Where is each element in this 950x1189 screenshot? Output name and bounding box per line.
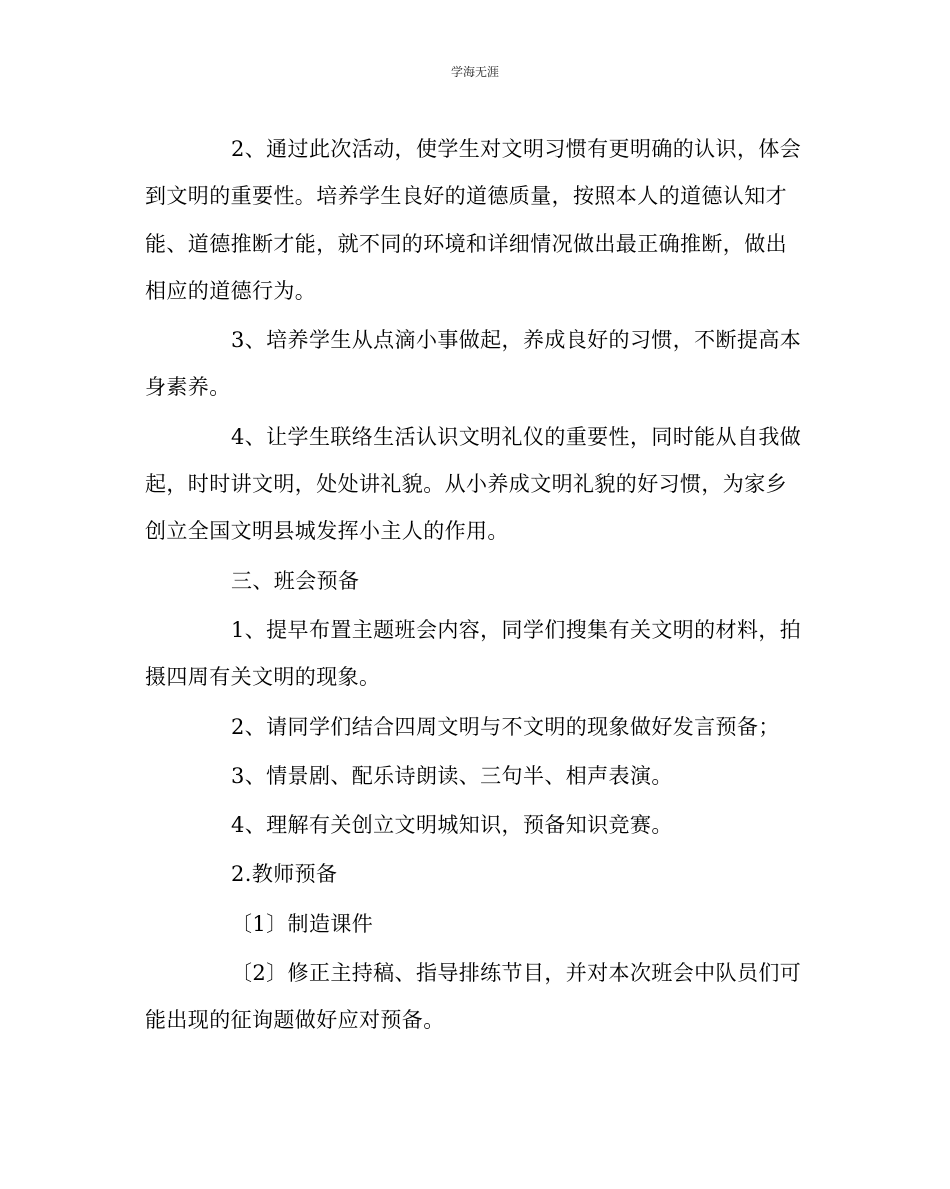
paragraph-teacher-1: 〔1〕制造课件 [231, 911, 374, 936]
paragraph-prep-3: 3、情景剧、配乐诗朗读、三句半、相声表演。 [231, 763, 673, 788]
paragraph-prep-2: 2、请同学们结合四周文明与不文明的现象做好发言预备； [231, 714, 780, 739]
paragraph-goal-4: 4、让学生联络生活认识文明礼仪的重要性，同时能从自我做起，时时讲文明，处处讲礼貌。从小养成文明礼貌的好习惯，为家乡创立全国文明县城发挥小主人的作用。 [145, 424, 802, 544]
section-heading-preparation: 三、班会预备 [231, 568, 360, 593]
paragraph-goal-3: 3、培养学生从点滴小事做起，养成良好的习惯，不断提高本身素养。 [145, 328, 802, 400]
paragraph-prep-1: 1、提早布置主题班会内容，同学们搜集有关文明的材料，拍摄四周有关文明的现象。 [145, 617, 802, 690]
paragraph-teacher-2: 〔2〕修正主持稿、指导排练节目，并对本次班会中队员们可能出现的征询题做好应对预备。 [145, 961, 802, 1033]
document-body [145, 126, 805, 1047]
page-header: 学海无涯 [450, 65, 499, 79]
paragraph-goal-2: 2、通过此次活动，使学生对文明习惯有更明确的认识，体会到文明的重要性。培养学生良好的道德质量，按照本人的道德认知才能、道德推断才能，就不同的环境和详细情况做出最正确推断，做出相应的道德行为。 [145, 137, 802, 303]
subheading-teacher-preparation: 2.教师预备 [231, 862, 338, 887]
paragraph-prep-4: 4、理解有关创立文明城知识，预备知识竞赛。 [231, 813, 673, 838]
